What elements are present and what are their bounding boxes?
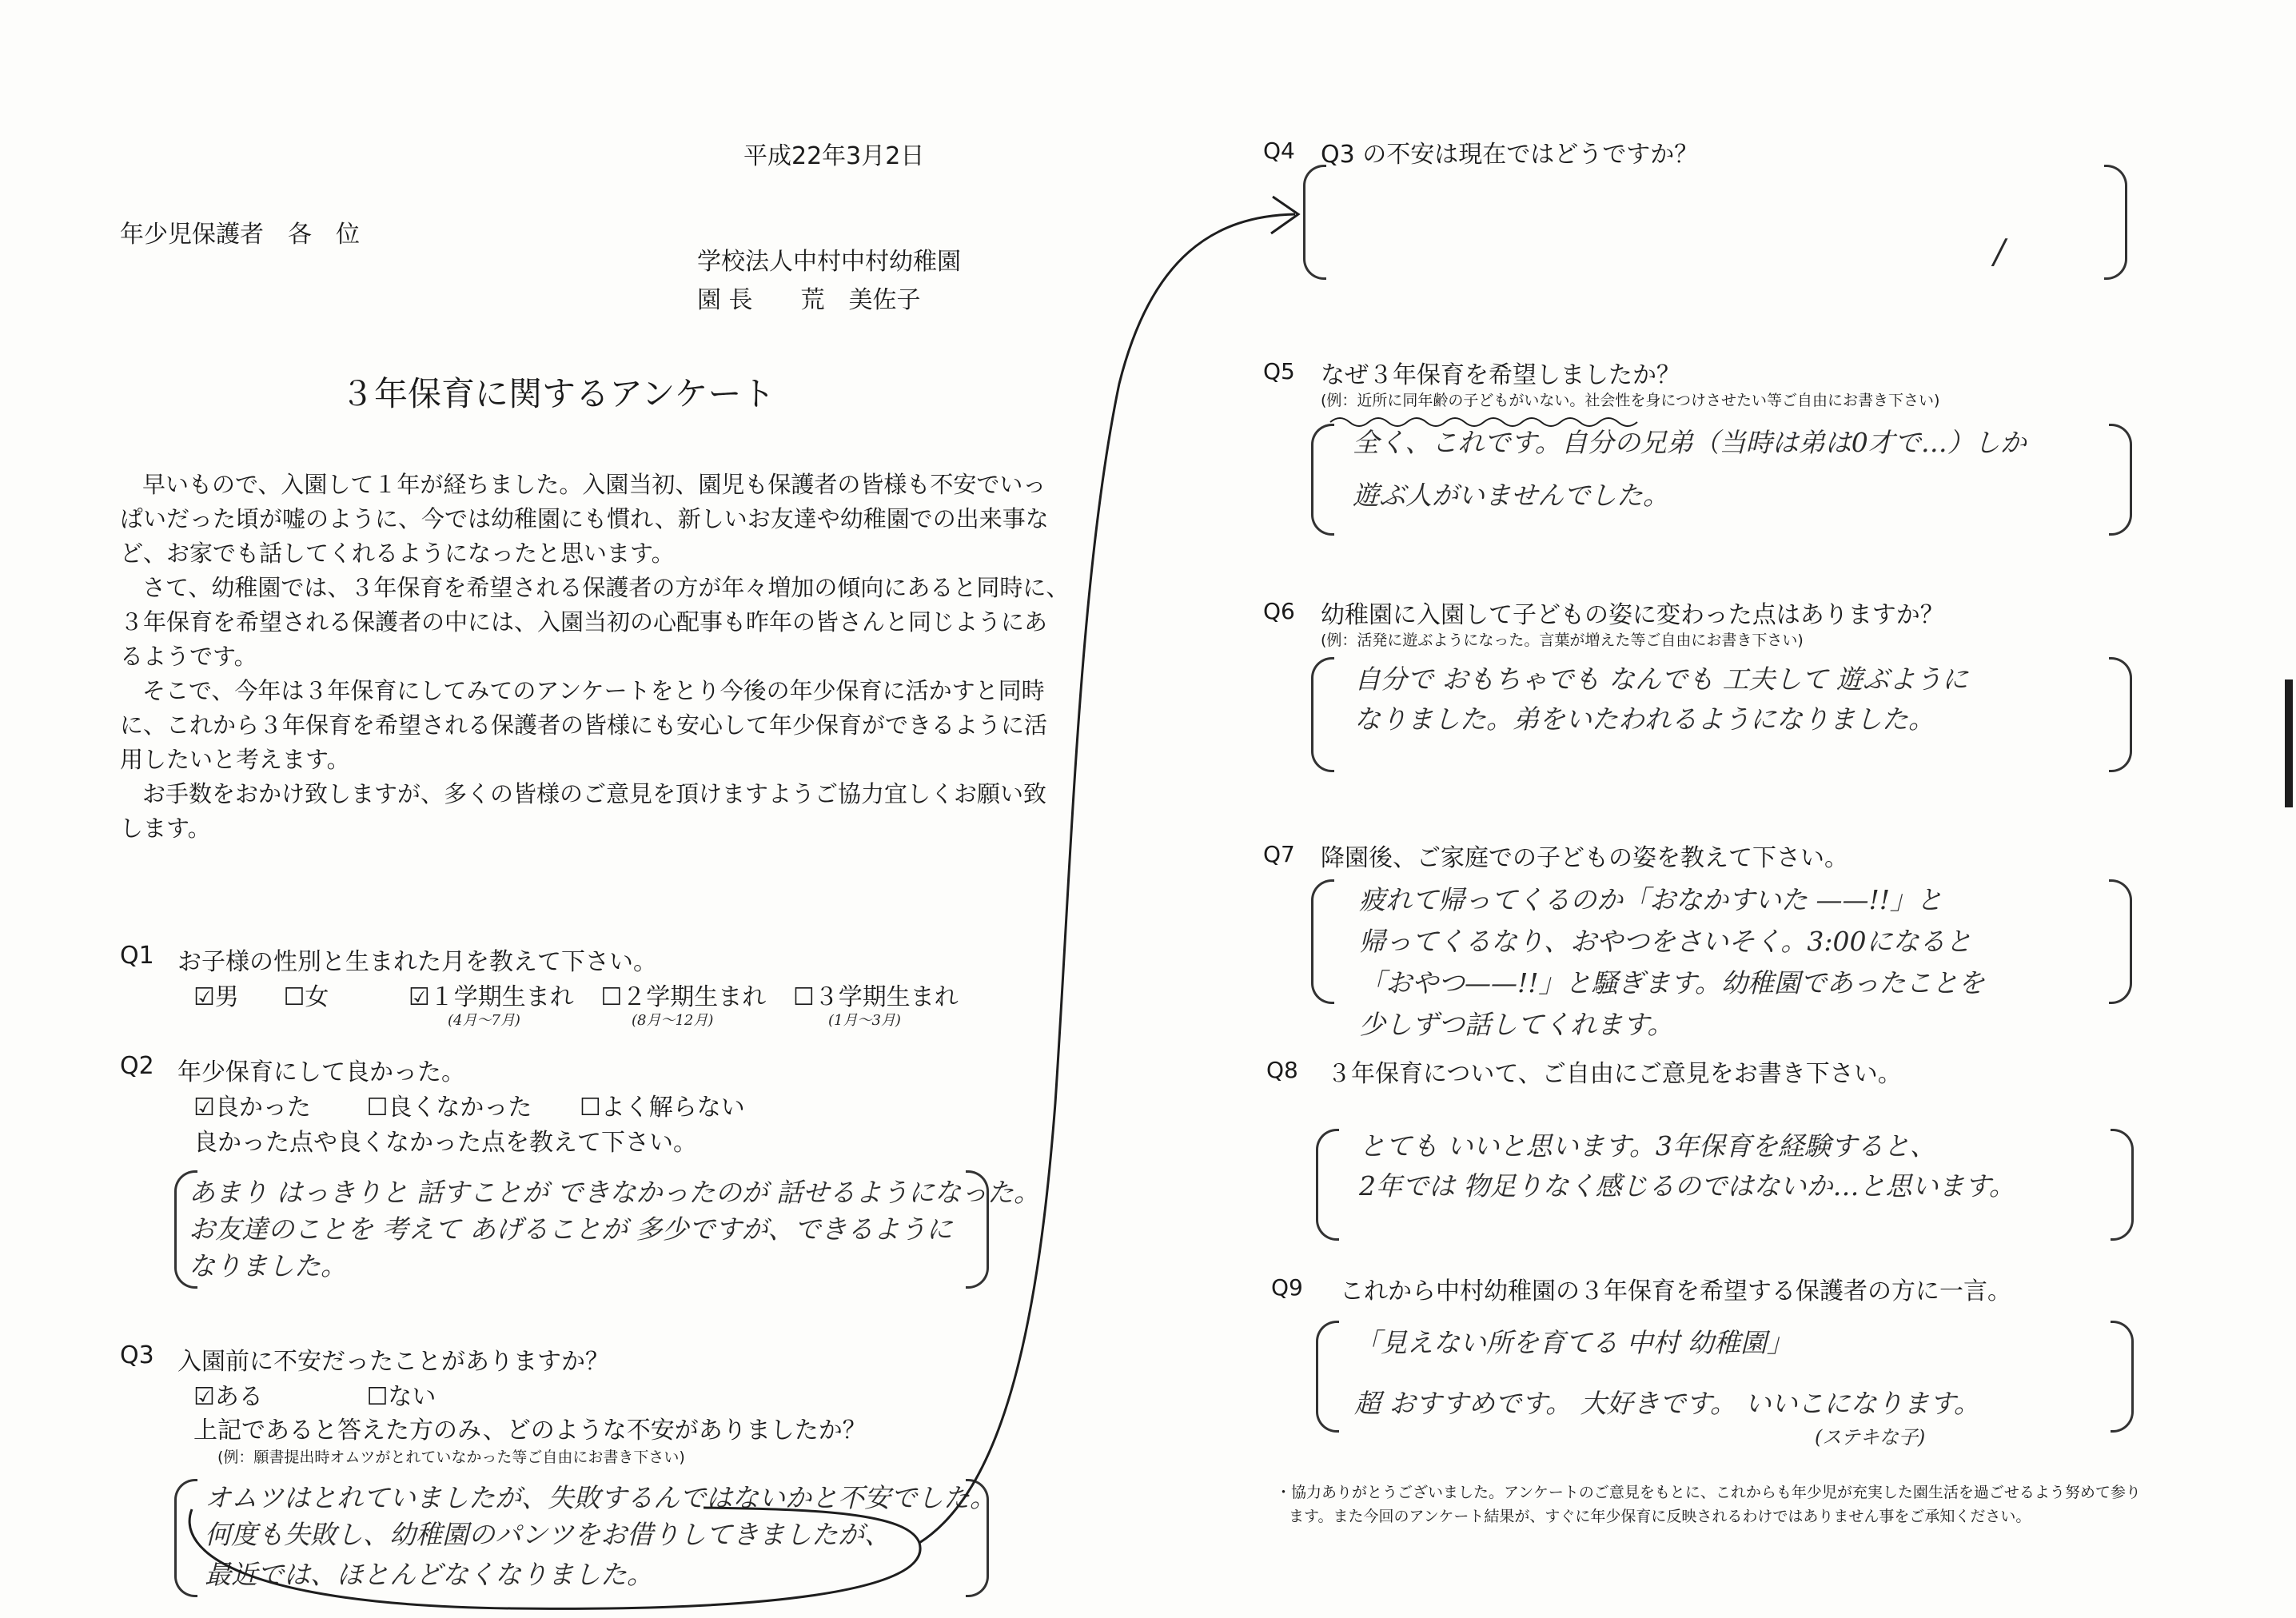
q6-question: 幼稚園に入園して子どもの姿に変わった点はありますか？ (1321, 601, 1944, 629)
q3-number: Q3 (120, 1341, 154, 1369)
q7-answer-line: 「おやつ——!!」と騒ぎます。幼稚園であったことを (1359, 967, 1985, 998)
q2-number: Q2 (120, 1052, 154, 1080)
q3-example: (例：願書提出時オムツがとれていなかった等ご自由にお書き下さい) (217, 1449, 685, 1466)
q5-answer-bracket-right (2109, 424, 2132, 536)
sender-principal: 園 長 荒 美佐子 (697, 286, 921, 314)
q5-example: (例：近所に同年齢の子どもがいない。社会性を身につけさせたい等ご自由にお書き下さい) (1321, 392, 1940, 409)
q6-answer-bracket-right (2109, 657, 2132, 772)
q8-number: Q8 (1266, 1057, 1298, 1083)
intro-line: に、これから３年保育を希望される保護者の皆様にも安心して年少保育ができるように活 (120, 711, 1048, 739)
intro-line: ど、お家でも話してくれるようになったと思います。 (120, 540, 675, 567)
q5-answer-line: 遊ぶ人がいませんでした。 (1353, 480, 1669, 511)
q1-number: Q1 (120, 942, 154, 970)
q3-question: 入園前に不安だったことがありますか？ (177, 1348, 609, 1376)
q5-question: なぜ３年保育を希望しましたか？ (1321, 361, 1680, 389)
q4-answer-bracket-left (1303, 165, 1326, 280)
q4-answer-bracket-right (2104, 165, 2127, 280)
q2-answer-line: あまり はっきりと 話すことが できなかったのが 話せるようになった。 (189, 1177, 1040, 1208)
q9-answer-line: 超 おすすめです。 大好きです。 いいこになります。 (1354, 1388, 1980, 1419)
scan-edge-mark (2285, 679, 2293, 807)
q6-answer-line: 自分で おもちゃでも なんでも 工夫して 遊ぶように (1354, 664, 1968, 695)
q9-answer-note: (ステキな子) (1815, 1426, 1926, 1449)
q7-answer-bracket-left (1311, 879, 1334, 1004)
q1-option-boy[interactable]: ☑男 (193, 983, 239, 1011)
q3-answer-line: 最近では、ほとんどなくなりました。 (205, 1559, 653, 1590)
q2-answer-line: なりました。 (189, 1250, 347, 1281)
q7-answer-bracket-right (2109, 879, 2132, 1004)
q7-answer-line: 帰ってくるなり、おやつをさいそく。3:00になると (1359, 926, 1972, 957)
q9-number: Q9 (1271, 1274, 1303, 1301)
q4-question: Q3 の不安は現在ではどうですか？ (1321, 141, 1699, 169)
q9-question: これから中村幼稚園の３年保育を希望する保護者の方に一言。 (1340, 1277, 2011, 1305)
q9-answer-bracket-left (1316, 1321, 1339, 1433)
q8-answer-line: 2年では 物足りなく感じるのではないか…と思います。 (1359, 1170, 2015, 1202)
q2-question: 年少保育にして良かった。 (177, 1058, 465, 1086)
q3-option-yes[interactable]: ☑ある (193, 1383, 263, 1411)
q1-option-term1[interactable]: ☑１学期生まれ (408, 983, 574, 1011)
q5-answer-line: 全く、これです。自分の兄弟（当時は弟は0才で…）しか (1353, 427, 2027, 458)
addressee: 年少児保護者 各 位 (120, 221, 360, 249)
intro-line: ３年保育を希望される保護者の中には、入園当初の心配事も昨年の皆さんと同じようにあ (120, 608, 1048, 636)
intro-line: ぱいだった頃が嘘のように、今では幼稚園にも慣れ、新しいお友達や幼稚園での出来事な (120, 505, 1049, 532)
q8-question: ３年保育について、ご自由にご意見をお書き下さい。 (1327, 1060, 1902, 1088)
q5-number: Q5 (1263, 358, 1295, 385)
q1-option-term2[interactable]: ☐２学期生まれ (600, 983, 767, 1011)
q9-answer-bracket-right (2111, 1321, 2134, 1433)
q1-option-term3[interactable]: ☐３学期生まれ (792, 983, 959, 1011)
sender-organization: 学校法人中村中村幼稚園 (697, 248, 961, 276)
q6-answer-line: なりました。弟をいたわれるようになりました。 (1354, 703, 1935, 735)
q2-answer-line: お友達のことを 考えて あげることが 多少ですが、できるように (189, 1214, 953, 1245)
q9-answer-line: 「見えない所を育てる 中村 幼稚園」 (1354, 1327, 1793, 1358)
q6-number: Q6 (1263, 598, 1295, 624)
q6-answer-bracket-left (1311, 657, 1334, 772)
q7-question: 降園後、ご家庭での子どもの姿を教えて下さい。 (1321, 844, 1848, 872)
q8-answer-bracket-right (2111, 1129, 2134, 1241)
q1-term1-months: (4月〜7月) (448, 1012, 520, 1029)
q2-option-unsure[interactable]: ☐よく解らない (579, 1094, 745, 1122)
document-date: 平成22年3月2日 (743, 142, 925, 170)
intro-line: るようです。 (120, 643, 257, 670)
intro-line: 早いもので、入園して１年が経ちました。入園当初、園児も保護者の皆様も不安でいっ (142, 471, 1046, 498)
q2-option-not-good[interactable]: ☐良くなかった (366, 1094, 532, 1122)
q8-answer-bracket-left (1316, 1129, 1339, 1241)
intro-line: します。 (120, 815, 211, 842)
intro-line: さて、幼稚園では、３年保育を希望される保護者の方が年々増加の傾向にあると同時に、 (142, 574, 1070, 601)
q7-answer-line: 疲れて帰ってくるのか「おなかすいた ——!!」と (1359, 884, 1943, 915)
q4-answer-mark: / (1994, 232, 2006, 271)
q1-term3-months: (1月〜3月) (828, 1012, 901, 1029)
q3-answer-line: 何度も失敗し、幼稚園のパンツをお借りしてきましたが、 (205, 1519, 891, 1550)
footer-note-line: ます。また今回のアンケート結果が、すぐに年少保育に反映されるわけではありません事をご承知ください。 (1289, 1508, 2031, 1525)
q5-answer-bracket-left (1311, 424, 1334, 536)
intro-line: お手数をおかけ致しますが、多くの皆様のご意見を頂けますようご協力宜しくお願い致 (142, 780, 1047, 807)
footer-note-line: ・協力ありがとうございました。アンケートのご意見をもとに、これからも年少児が充実した園生活を過ごせるよう努めて参り (1276, 1484, 2141, 1501)
intro-line: そこで、今年は３年保育にしてみてのアンケートをとり今後の年少保育に活かすと同時 (142, 677, 1045, 704)
q1-term2-months: (8月〜12月) (632, 1012, 714, 1029)
q3-option-no[interactable]: ☐ない (366, 1383, 436, 1411)
q6-example: (例：活発に遊ぶようになった。言葉が増えた等ご自由にお書き下さい) (1321, 632, 1804, 649)
q7-answer-line: 少しずつ話してくれます。 (1359, 1009, 1674, 1040)
q3-answer-line: オムツはとれていましたが、失敗するんではないかと不安でした。 (205, 1482, 996, 1513)
q3-follow-question: 上記であると答えた方のみ、どのような不安がありましたか？ (193, 1417, 867, 1445)
q7-number: Q7 (1263, 841, 1295, 867)
document-title: ３年保育に関するアンケート (341, 374, 775, 413)
q8-answer-line: とても いいと思います。3年保育を経験すると、 (1359, 1130, 1936, 1162)
q4-number: Q4 (1263, 137, 1295, 164)
q2-follow-question: 良かった点や良くなかった点を教えて下さい。 (193, 1129, 697, 1157)
q2-option-good[interactable]: ☑良かった (193, 1094, 311, 1122)
q1-question: お子様の性別と生まれた月を教えて下さい。 (177, 948, 657, 976)
q1-option-girl[interactable]: ☐女 (283, 983, 329, 1011)
intro-line: 用したいと考えます。 (120, 746, 350, 773)
